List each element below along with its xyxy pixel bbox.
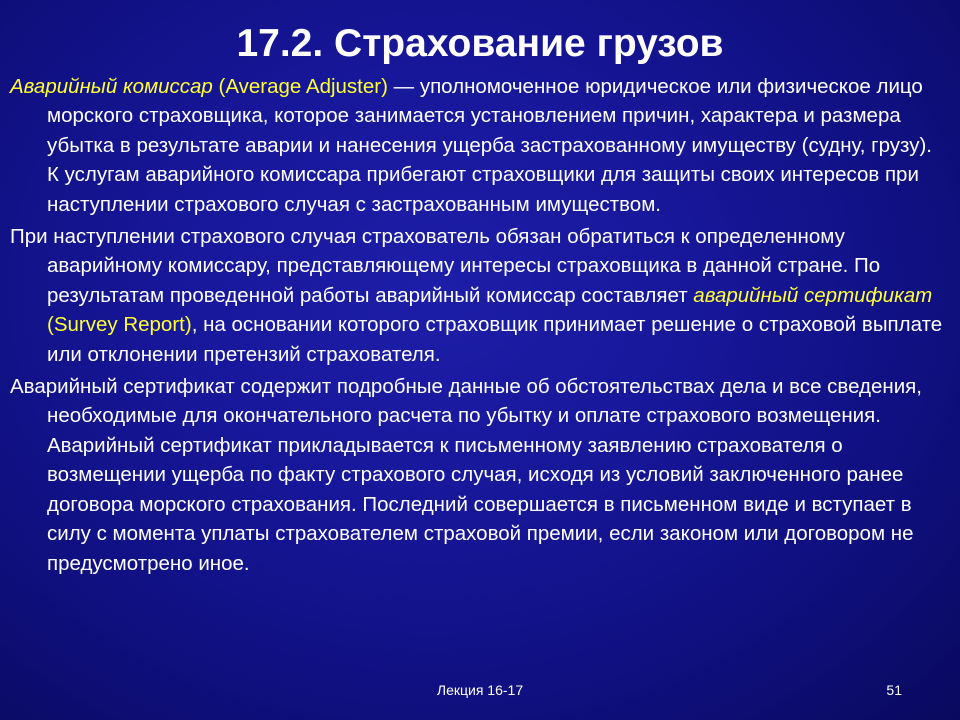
paragraph-text: — уполномоченное юридическое или физическое лицо морского страховщика, которое занимается установлением причин, характера и размера убытка в результате аварии и нанесения ущерба застрахованному имуществу (судну, грузу). К услугам аварийного комиссара прибегают страховщики для защиты своих интересов при наступлении страхового случая с застрахованным имуществом. <box>47 75 932 216</box>
paragraph-survey-certificate <box>10 372 945 578</box>
term-average-adjuster: Аварийный комиссар <box>10 75 213 98</box>
paragraph-text: При наступлении страхового случая страхователь обязан обратиться к определенному аварийному комиссару, представляющему интересы страховщика в данной стране. По результатам проведенной работы аварийный комиссар составляет <box>10 225 881 307</box>
footer-lecture-label: Лекция 16-17 <box>436 682 524 698</box>
paragraph-text: , на основании которого страховщик принимает решение о страховой выплате или отклонении претензий страхователя. <box>47 313 943 366</box>
paragraph-insured-event <box>10 222 945 369</box>
term-survey-report: аварийный сертификат <box>693 283 933 307</box>
term-average-adjuster-en: (Average Adjuster) <box>212 75 388 98</box>
term-survey-report-en: (Survey Report) <box>47 313 192 337</box>
slide-body <box>10 72 945 581</box>
paragraph-average-adjuster <box>10 72 945 219</box>
slide-number: 51 <box>886 682 902 698</box>
slide-title: 17.2. Страхование грузов <box>236 22 724 65</box>
paragraph-text: Аварийный сертификат содержит подробные данные об обстоятельствах дела и все сведения, необходимые для окончательного расчета по убытку и оплате страхового возмещения. Аварийный сертификат прикладывается к письменному заявлению страхователя о возмещении ущерба по факту страхового случая, исходя из условий заключенного ранее договора морского страхования. Последний совершается в письменном виде и вступает в силу с момента уплаты страхователем страховой премии, если законом или договором не предусмотрено иное. <box>10 375 922 575</box>
